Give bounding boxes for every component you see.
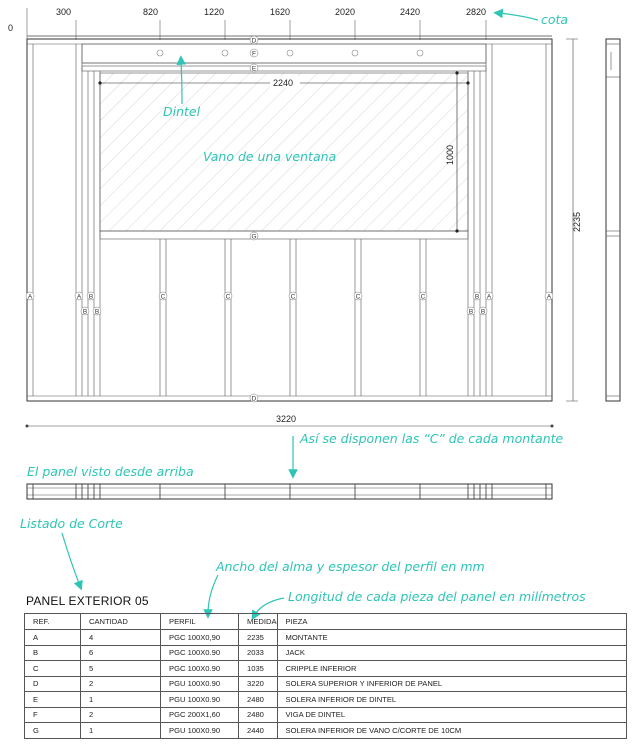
cell-perfil: PGU 100X0.90	[161, 723, 239, 739]
cell-cantidad: 4	[81, 630, 161, 646]
dim-2420: 2420	[400, 7, 421, 17]
table-row	[25, 707, 627, 723]
cell-cantidad: 1	[81, 692, 161, 708]
dim-0: 0	[8, 23, 14, 33]
cut-list-table	[24, 613, 627, 739]
label-b-5: B	[468, 308, 474, 316]
label-d-top: D	[251, 37, 257, 45]
width-dimension	[26, 425, 554, 428]
label-a-3: A	[486, 293, 492, 301]
cell-medida: 2440	[239, 723, 278, 739]
arrow-cota	[498, 13, 538, 20]
cell-pieza: MONTANTE	[277, 630, 626, 646]
cell-cantidad: 1	[81, 723, 161, 739]
cell-cantidad: 2	[81, 707, 161, 723]
cell-perfil: PGC 100X0,90	[161, 630, 239, 646]
label-a-1: A	[27, 293, 33, 301]
dim-2820: 2820	[466, 7, 487, 17]
label-e: E	[251, 65, 257, 73]
annotation-vano: Vano de una ventana	[203, 149, 337, 164]
cell-medida: 1035	[239, 661, 278, 677]
cell-pieza: VIGA DE DINTEL	[277, 707, 626, 723]
dim-300: 300	[56, 7, 72, 17]
cut-list	[24, 594, 634, 739]
label-c-1: C	[160, 293, 166, 301]
cell-pieza: JACK	[277, 645, 626, 661]
header-ref: REF.	[25, 614, 81, 630]
panel-title: PANEL EXTERIOR 05	[26, 594, 149, 608]
cell-ref: D	[25, 676, 81, 692]
header-perfil: PERFIL	[161, 614, 239, 630]
top-view	[27, 484, 552, 499]
dim-1620: 1620	[270, 7, 291, 17]
label-a-2: A	[76, 293, 82, 301]
label-b-3: B	[94, 308, 100, 316]
cell-pieza: SOLERA INFERIOR DE DINTEL	[277, 692, 626, 708]
header-pieza: PIEZA	[277, 614, 626, 630]
cell-medida: 2033	[239, 645, 278, 661]
label-c-3: C	[290, 293, 296, 301]
annotation-c-montante: Así se disponen las “C” de cada montante	[300, 431, 564, 446]
cell-ref: A	[25, 630, 81, 646]
annotation-vista-arriba: El panel visto desde arriba	[27, 464, 194, 479]
panel-frame	[27, 39, 552, 401]
cell-medida: 2235	[239, 630, 278, 646]
annotation-ancho-alma: Ancho del alma y espesor del perfil en mm	[216, 559, 485, 574]
cell-pieza: SOLERA SUPERIOR Y INFERIOR DE PANEL	[277, 676, 626, 692]
label-b-1: B	[88, 293, 94, 301]
table-row	[25, 676, 627, 692]
cell-ref: C	[25, 661, 81, 677]
label-c-4: C	[355, 293, 361, 301]
panel-height-label: 2235	[572, 211, 582, 232]
table-row	[25, 692, 627, 708]
side-view	[606, 39, 620, 401]
label-b-4: B	[474, 293, 480, 301]
label-d-bottom: D	[251, 395, 257, 403]
cell-cantidad: 2	[81, 676, 161, 692]
label-b-6: B	[480, 308, 486, 316]
cell-medida: 2480	[239, 707, 278, 723]
panel-width-label: 3220	[276, 414, 297, 424]
arrow-listado	[62, 533, 80, 586]
cell-ref: E	[25, 692, 81, 708]
header-medida: MEDIDA	[239, 614, 278, 630]
cell-pieza: SOLERA INFERIOR DE VANO C/CORTE DE 10CM	[277, 723, 626, 739]
annotation-longitud: Longitud de cada pieza del panel en milímetros	[288, 589, 586, 604]
label-c-2: C	[225, 293, 231, 301]
dim-1220: 1220	[204, 7, 225, 17]
cell-medida: 3220	[239, 676, 278, 692]
cell-ref: G	[25, 723, 81, 739]
annotation-listado: Listado de Corte	[20, 516, 123, 531]
opening-height-label: 1000	[445, 144, 455, 165]
cell-perfil: PGU 100X0.90	[161, 676, 239, 692]
label-g: G	[251, 233, 257, 241]
header-cantidad: CANTIDAD	[81, 614, 161, 630]
cell-ref: B	[25, 645, 81, 661]
cell-perfil: PGC 200X1,60	[161, 707, 239, 723]
opening-width-label: 2240	[273, 78, 294, 88]
annotation-dintel: Dintel	[163, 104, 201, 119]
dim-820: 820	[143, 7, 159, 17]
cell-pieza: CRIPPLE INFERIOR	[277, 661, 626, 677]
cell-medida: 2480	[239, 692, 278, 708]
table-row	[25, 661, 627, 677]
table-row	[25, 723, 627, 739]
cell-perfil: PGU 100X0.90	[161, 692, 239, 708]
table-header-row	[25, 614, 627, 630]
label-a-4: A	[546, 293, 552, 301]
annotation-cota: cota	[541, 12, 569, 27]
cell-ref: F	[25, 707, 81, 723]
table-row	[25, 645, 627, 661]
label-f: F	[252, 50, 256, 58]
cell-cantidad: 6	[81, 645, 161, 661]
label-c-5: C	[420, 293, 426, 301]
table-row	[25, 630, 627, 646]
dim-2020: 2020	[335, 7, 356, 17]
label-b-2: B	[82, 308, 88, 316]
cell-perfil: PGC 100X0.90	[161, 645, 239, 661]
cell-cantidad: 5	[81, 661, 161, 677]
cell-perfil: PGC 100X0.90	[161, 661, 239, 677]
